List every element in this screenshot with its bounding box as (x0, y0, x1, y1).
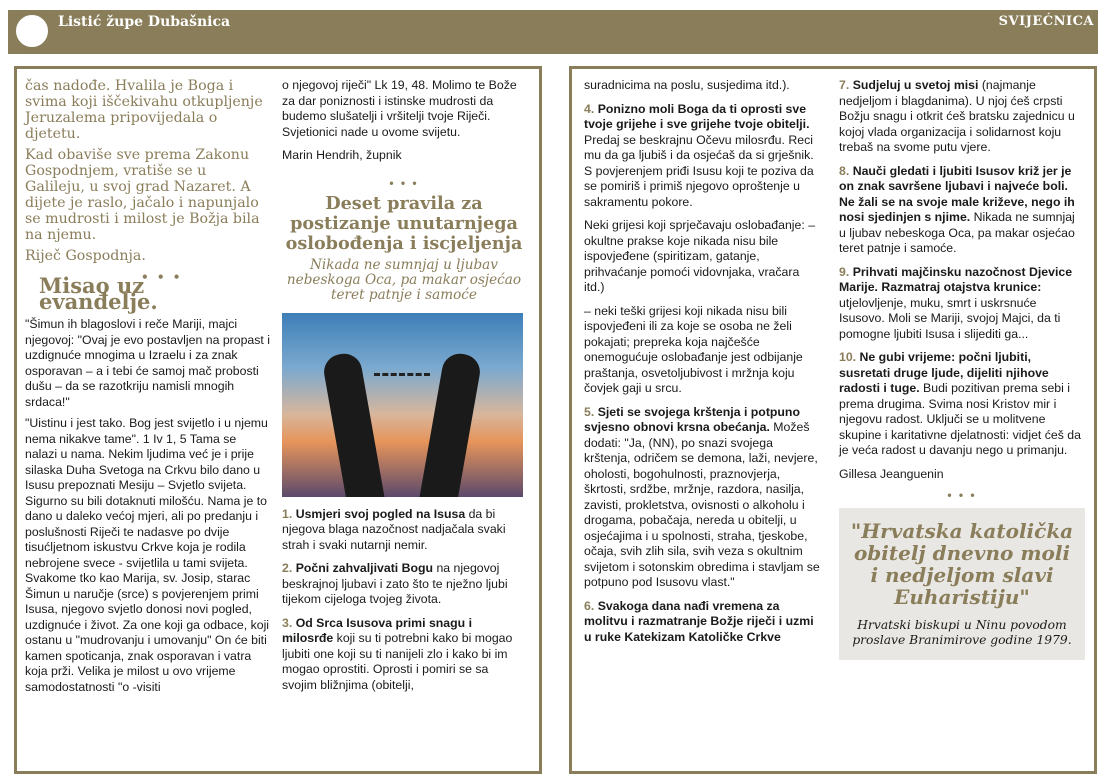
rule-3: 3. Od Srca Isusova primi snagu i milosrđe koji su ti potrebni kako bi mogao ljubiti one koji su ti nanijeli zlo i kako bi im mogao oprostiti. Oprosti i pomiri se sa svojim bližnjima (obitelji, (282, 615, 513, 692)
rule-3-continuation: suradnicima na poslu, susjedima itd.). (584, 78, 790, 92)
rule-8: 8. Nauči gledati i ljubiti Isusov križ jer je on znak savršene ljubavi i najveće boli. Ne žali se na svoje male križeve, nego ih nosi sjedinjen s njime. Nikada ne sumnjaj u ljubav nebeskoga Oca, pa makar osjećao teret patnje i samoće. (839, 163, 1075, 255)
article-author: Gillesa Jeanguenin (839, 466, 944, 481)
header (0, 0, 1108, 60)
rule-2: 2. Počni zahvaljivati Bogu na njegovoj beskrajnoj ljubavi i zato što te nježno ljubi tijekom cijeloga tvojeg života. (282, 561, 508, 606)
misao-period: . (150, 288, 158, 314)
parish-logo-icon (14, 13, 50, 49)
column-4 (839, 78, 1085, 660)
column-3 (584, 78, 820, 653)
occult-note-1: Neki grijesi koji sprječavaju oslobađanje: – okultne prakse koje nikada nisu bile ispovjeđene (spiritizam, gatanje, prihvaćanje pomoći vidovnjaka, vračara itd.) (584, 218, 816, 294)
article-subtitle: Nikada ne sumnjaj u ljubav nebeskoga Oca, pa makar osjećao teret patnje i samoće (286, 256, 522, 303)
misao-continuation: o njegovoj riječi" Lk 19, 48. Molimo te Bože za dar poniznosti i istinske mudrosti da budemo slušatelji i vršitelji tvoje Riječi. Svjetionici nade u ovome svijetu. (282, 78, 517, 139)
end-dots: • • • (947, 488, 977, 502)
bulletin-title: Listić župe Dubašnica (58, 14, 231, 30)
quote-text: "Hrvatska katolička obitelj dnevno moli i nedjeljom slavi Euharistiju" (850, 519, 1074, 609)
gospel-paragraph: Riječ Gospodnja. (25, 248, 146, 264)
misao-heading (39, 270, 270, 314)
article-title: Deset pravila za postizanje unutarnjega oslobođenja i iscjeljenja (285, 192, 523, 254)
gospel-paragraph: Kad obaviše sve prema Zakonu Gospodnjem, vratiše se u Galileju, u svoj grad Nazaret. A dijete je raslo, jačalo i napunjalo se mudrosti i milost je Božja bila na njemu. (25, 147, 260, 243)
section-name: SVIJEĆNICA (998, 14, 1094, 29)
rule-6: 6. Svakoga dana nađi vremena za molitvu i razmatranje Božje riječi i uzmi u ruke Katekizam Katoličke Crkve (584, 598, 814, 644)
broken-chains-hands-image (282, 313, 523, 497)
rule-1: 1. Usmjeri svoj pogled na Isusa da bi njegova blaga nazočnost nadjačala svaki strah i svaki nutarnji nemir. (282, 506, 506, 552)
misao-signature: Marin Hendrih, župnik (282, 148, 402, 162)
quote-box (839, 508, 1085, 660)
misao-title: Misao uz evanđelje (39, 273, 151, 314)
gospel-text (25, 78, 270, 264)
gospel-paragraph: čas nadođe. Hvalila je Boga i svima koji iščekivahu otkupljenje Jeruzalema pripovijedala o djetetu. (25, 78, 263, 142)
column-2 (282, 78, 526, 701)
rule-4: 4. Ponizno moli Boga da ti oprosti sve tvoje grijehe i sve grijehe tvoje obitelji. Predaj se beskrajnu Očevu milosrđu. Reci mu da ga ljubiš i da osjećaš da si grješnik. S povjerenjem priđi Isusu koji te poziva da se pomiriš i primiš njegovo oproštenje u sakramentu pokore. (584, 101, 814, 209)
misao-dots: • • • (141, 270, 183, 284)
rule-10: 10. Ne gubi vrijeme: počni ljubiti, susretati druge ljude, dijeliti njihove radosti i tuge. Budi pozitivan prema sebi i prema drugima. Svima nosi Kristov mir i njegovu radost. Uključi se u molitvene skupine i karitativne djelatnosti: vidjet ćeš da je veća radost u davanju nego u primanju. (839, 350, 1081, 457)
misao-paragraph: "Šimun ih blagoslovi i reče Mariji, majci njegovoj: "Ovaj je evo postavljen na propast i uzdignuće mnogima u Izraelu i za znak osporavan – a i tebi će samoj mač probosti dušu – da se razotkriju namisli mnogih srdaca!" (25, 317, 270, 409)
broken-chain (374, 373, 430, 376)
rule-9: 9. Prihvati majčinsku nazočnost Djevice Marije. Razmatraj otajstva krunice: utjelovljenje, muku, smrt i uskrsnuće Isusovo. Moli se Mariji, svojoj Majci, da ti pomogne ljubiti Isusa i slijediti ga... (839, 264, 1073, 341)
occult-note-2: – neki teški grijesi koji nikada nisu bili ispovjeđeni ili za koje se osoba ne želi pokajati; prepreka koja najčešće onemogućuje oslobađanje jest odbijanje praštanja, osvetoljubivost i mržnja koju čovjek gaji u srcu. (584, 303, 803, 395)
rule-5: 5. Sjeti se svojega krštenja i potpuno svjesno obnovi krsna obećanja. Možeš dodati: "Ja, (NN), po snazi svojega krštenja, odričem se demona, laži, nevjere, oholosti, bogohulnosti, praznovjerja, škrtosti, srdžbe, mržnje, razdora, nasilja, zavisti, prokletstva, ovisnosti o alkoholu i drogama, pobačaja, nereda u obitelji, u osjećajima i u spolnosti, straha, tjeskobe, očaja, svih zlih sila, svih veza s okultnim svijetom i sotonskim obredima i stavljam se potpuno pod Isusovu vlast." (584, 404, 820, 589)
rule-7: 7. Sudjeluj u svetoj misi (najmanje nedjeljom i blagdanima). U njoj ćeš crpsti Božju snagu i otkrit ćeš bratsku zajednicu u kojoj vlada organizacija i solidarnost koju trebaš na svome putu vjere. (839, 78, 1075, 154)
article-dots: • • • (389, 175, 419, 190)
quote-source: Hrvatski biskupi u Ninu povodom proslave Branimirove godine 1979. (852, 618, 1072, 647)
misao-paragraph: "Uistinu i jest tako. Bog jest svijetlo i u njemu nema nikakve tame". 1 Iv 1, 5 Tama se nalazi u nama. Nekim ljudima već je i prije silaska Duha Svetoga na Crkvu bilo dano u Isusu prepoznati Mesiju – Svjetlo svijeta. Sigurno su bili dotaknuti milošću. Nama je to dano u daleko većoj mjeri, ali po predanju i poslušnosti Riječi te nadasve po dvije tisućljetnom iskustvu Crkve koja je rodila nebrojene svece - svijetlila u tami svijeta. Svakome tko kao Marija, sv. Josip, starac Šimun u naručje (srce) s povjerenjem primi Isusa, njegovo svjetlo donosi novi pogled, uzdignuće i život. Za one koji ga odbace, koji ostanu u "mudrovanju i umovanju" On će biti kamen spoticanja, znak osporavan i vatra koja prži. Velika je milost u ovo vrijeme samodostatnosti "o -visiti (25, 416, 270, 694)
column-1 (25, 78, 270, 701)
